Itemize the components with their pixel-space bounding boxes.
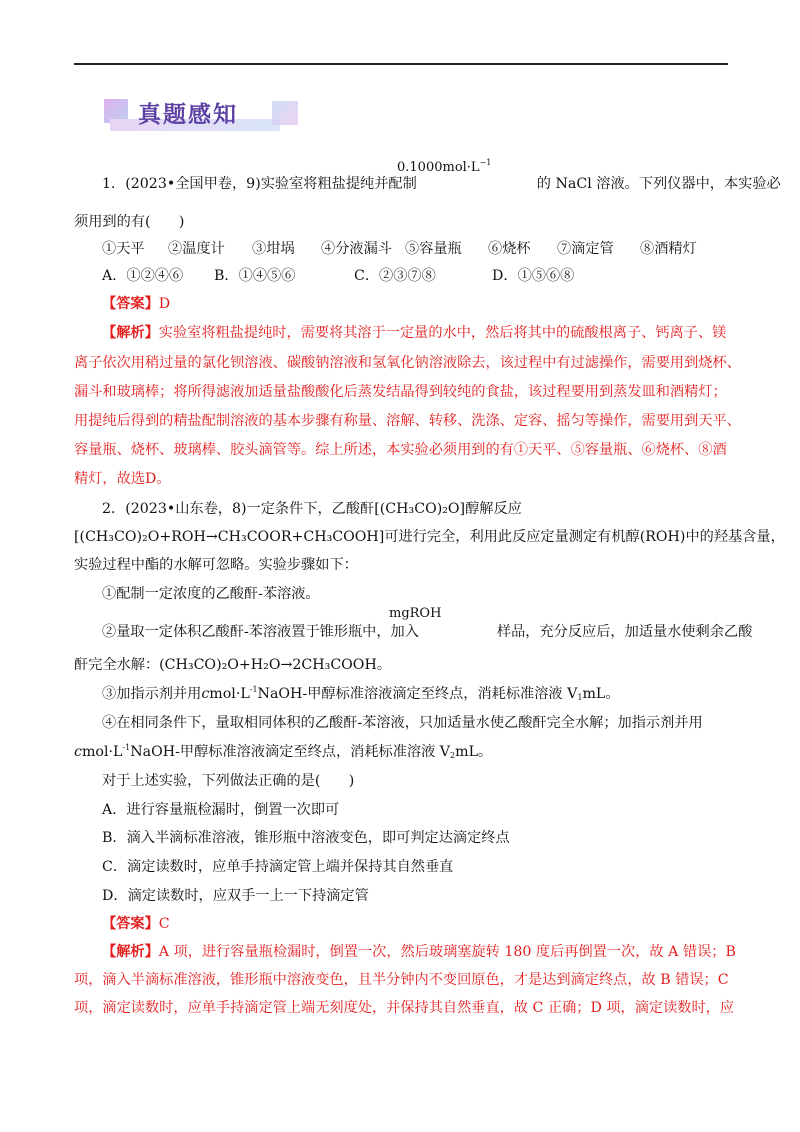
q2-step3-exp: -1 [249, 685, 258, 694]
q2-line3: 实验过程中酯的水解可忽略。实验步骤如下： [74, 557, 358, 573]
q2-mass: mgROH [389, 606, 442, 621]
answer-tag: 【答案】 [102, 296, 159, 312]
q1-item: ③坩埚 [252, 241, 295, 257]
q1-choices [102, 266, 574, 286]
q2-line2: [(CH₃CO)₂O+ROH→CH₃COOR+CH₃COOH]可进行完全，利用此反应定量测定有机醇(ROH)中的羟基含量， [74, 529, 785, 545]
q1-stem-part1: 1．(2023•全国甲卷，9)实验室将粗盐提纯并配制 [102, 176, 417, 192]
q2-step4-cont [74, 742, 492, 762]
q1-item: ①天平 [102, 241, 145, 257]
q2-line1: 2．(2023•山东卷，8)一定条件下，乙酸酐[(CH₃CO)₂O]醇解反应 [102, 501, 522, 517]
q1-conc-exponent: −1 [479, 158, 492, 167]
analysis-text: 实验室将粗盐提纯时，需要将其溶于一定量的水中，然后将其中的硫酸根离子、钙离子、镁 [158, 325, 727, 341]
q1-item: ⑤容量瓶 [405, 241, 462, 257]
q2-step4-unit: mol·L [81, 744, 123, 760]
q1-line1 [102, 174, 781, 194]
q2-choice: B．滴入半滴标准溶液，锥形瓶中溶液变色，即可判定达滴定终点 [102, 830, 510, 846]
analysis-tag: 【解析】 [102, 944, 159, 960]
q2-choice: A．进行容量瓶检漏时，倒置一次即可 [102, 802, 340, 818]
q1-analysis-line: 漏斗和玻璃棒；将所得滤液加适量盐酸酸化后蒸发结晶得到较纯的食盐，该过程要用到蒸发皿和酒精灯； [74, 384, 727, 400]
q1-analysis-line: 离子依次用稍过量的氯化钡溶液、碳酸钠溶液和氢氧化钠溶液除去，该过程中有过滤操作，需要用到烧杯、 [74, 355, 741, 371]
q2-answer [102, 914, 170, 934]
q2-analysis-line [102, 942, 736, 962]
q2-step3-text3: mL。 [582, 686, 620, 702]
q2-analysis-line: 项，滴定读数时，应单手持滴定管上端无刻度处，并保持其自然垂直，故 C 正确；D 项，滴定读数时，应 [74, 1000, 735, 1016]
q1-choice: A．①②④⑥ [102, 268, 184, 284]
q1-stem-part2: 的 NaCl 溶液。下列仪器中，本实验必 [536, 176, 781, 192]
q2-step2-cont: 酐完全水解：(CH₃CO)₂O+H₂O→2CH₃COOH。 [74, 657, 392, 673]
q2-analysis-line: 项，滴入半滴标准溶液，锥形瓶中溶液变色，且半分钟内不变回原色，才是达到滴定终点，故 B 错误；C [74, 972, 729, 988]
q1-item: ④分液漏斗 [321, 241, 392, 257]
q1-items [102, 239, 697, 259]
q1-item: ⑧酒精灯 [640, 241, 697, 257]
q2-step4: ④在相同条件下，量取相同体积的乙酸酐-苯溶液，只加适量水使乙酸酐完全水解；加指示剂并用 [102, 715, 703, 731]
q1-analysis-line [102, 323, 726, 343]
q1-concentration [397, 160, 491, 175]
q2-step1: ①配制一定浓度的乙酸酐-苯溶液。 [102, 586, 320, 602]
q2-choice: D．滴定读数时，应双手一上一下持滴定管 [102, 888, 369, 904]
q2-step4-exp: -1 [122, 743, 131, 752]
q2-step2-part2: 样品，充分反应后，加适量水使剩余乙酸 [496, 624, 753, 640]
q2-step4-c: c [74, 744, 82, 760]
answer-tag: 【答案】 [102, 916, 159, 932]
q2-step2 [102, 622, 752, 642]
answer-value: D [158, 296, 171, 312]
answer-value: C [158, 916, 170, 932]
q2-step4-text3: mL。 [455, 744, 493, 760]
analysis-text: A 项，进行容量瓶检漏时，倒置一次，然后玻璃塞旋转 180 度后再倒置一次，故 A 错误；B [158, 944, 736, 960]
q2-step3-sub: 1 [577, 693, 583, 702]
q2-step3-text2: NaOH-甲醇标准溶液滴定至终点，消耗标准溶液 V [257, 686, 578, 702]
q2-question: 对于上述实验，下列做法正确的是( ) [102, 773, 355, 789]
q2-step3 [102, 684, 620, 704]
q1-analysis-line: 用提纯后得到的精盐配制溶液的基本步骤有称量、溶解、转移、洗涤、定容、摇匀等操作，需要用到天平、 [74, 413, 741, 429]
q2-step3-text: ③加指示剂并用 [102, 686, 202, 702]
q1-item: ②温度计 [168, 241, 225, 257]
q2-step3-unit: mol·L [209, 686, 250, 702]
q1-conc-value: 0.1000mol·L [397, 160, 480, 175]
header-decoration-right [272, 101, 298, 125]
q2-step3-c: c [201, 686, 210, 702]
q1-answer [102, 294, 170, 314]
q2-step4-sub: 2 [450, 751, 456, 760]
q1-item: ⑥烧杯 [488, 241, 531, 257]
q1-choice: D．①⑤⑥⑧ [492, 268, 575, 284]
analysis-tag: 【解析】 [102, 325, 159, 341]
top-rule [74, 63, 728, 65]
q2-step4-text2: NaOH-甲醇标准溶液滴定至终点，消耗标准溶液 V [130, 744, 451, 760]
q1-choice: C．②③⑦⑧ [354, 268, 436, 284]
section-title: 真题感知 [138, 102, 238, 128]
section-header [104, 95, 304, 135]
q2-step2-part1: ②量取一定体积乙酸酐-苯溶液置于锥形瓶中，加入 [102, 624, 419, 640]
q1-analysis-line: 容量瓶、烧杯、玻璃棒、胶头滴管等。综上所述，本实验必须用到的有①天平、⑤容量瓶、⑥烧杯、⑧酒 [74, 442, 727, 458]
q1-analysis-line: 精灯，故选D。 [74, 471, 171, 487]
q2-choice: C．滴定读数时，应单手持滴定管上端并保持其自然垂直 [102, 859, 454, 875]
q1-choice: B．①④⑤⑥ [214, 268, 296, 284]
q1-item: ⑦滴定管 [557, 241, 614, 257]
q1-line2: 须用到的有( ) [74, 214, 185, 230]
